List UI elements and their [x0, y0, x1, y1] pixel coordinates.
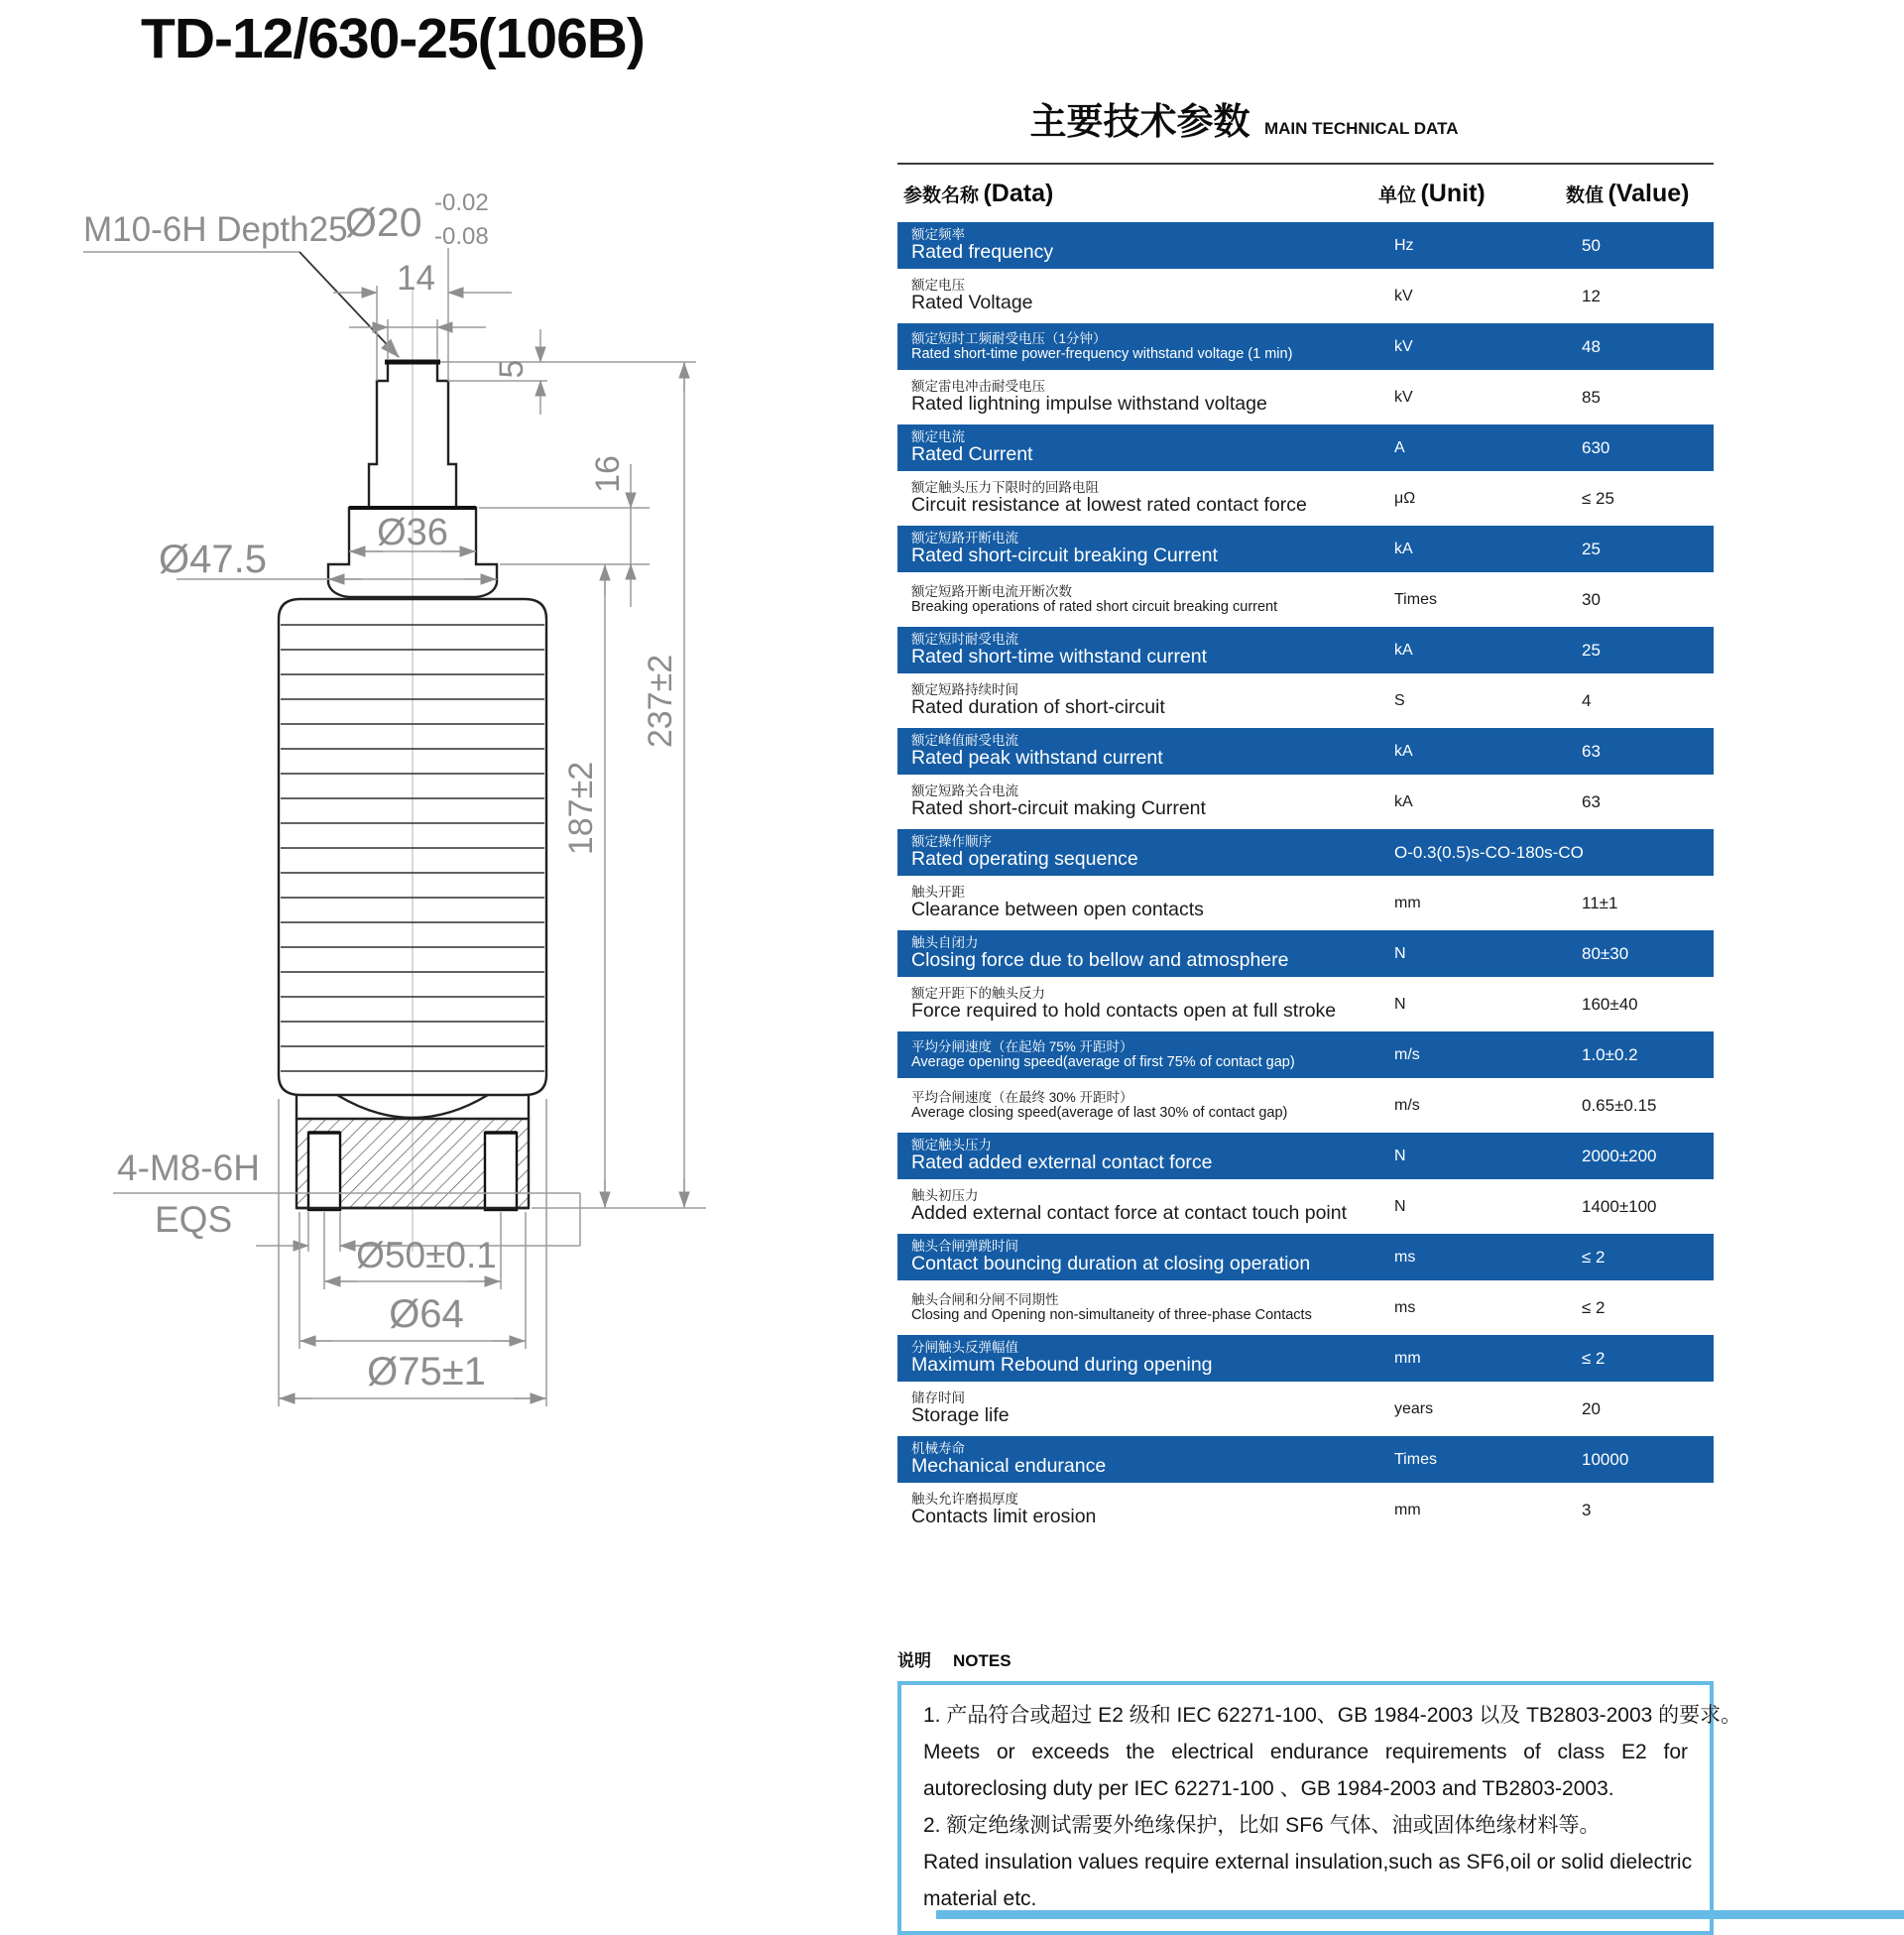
table-row: 触头合闸和分闸不同期性 Closing and Opening non-simultaneity of three-phase Contacts ms ≤ 2: [911, 1291, 1606, 1323]
table-row: 触头开距 Clearance between open contacts mm 11±1: [911, 885, 1618, 921]
table-header-row: [897, 165, 1714, 222]
table-row: 额定频率 Rated frequency Hz 50: [897, 222, 1714, 269]
header-value-zh: 数值: [1566, 184, 1605, 206]
dim-dia20-label: Ø20: [345, 199, 422, 245]
dim-dia64-label: Ø64: [389, 1292, 464, 1336]
dim-dia50-label: Ø50±0.1: [356, 1235, 497, 1275]
dim-187-label: 187±2: [562, 761, 600, 856]
table-row: 平均分闸速度（在起始 75% 开距时） Average opening speed(average of first 75% of contact gap) m/s 1.0±0.2: [897, 1031, 1714, 1078]
header-data-zh: 参数名称: [903, 184, 980, 206]
table-row: 储存时间 Storage life years 20: [911, 1391, 1601, 1427]
notes-box: [897, 1681, 1742, 1935]
table-row: 触头初压力 Added external contact force at contact touch point N 1400±100: [911, 1188, 1657, 1225]
note-line: autoreclosing duty per IEC 62271-100 、GB 1984-2003 and TB2803-2003.: [923, 1777, 1614, 1800]
header-unit-en: (Unit): [1420, 179, 1486, 207]
note-line: Meets or exceeds the electrical endurance requirements of class E2 for: [923, 1741, 1688, 1763]
dim-14-label: 14: [397, 259, 435, 298]
table-row: 分闸触头反弹幅值 Maximum Rebound during opening mm ≤ 2: [897, 1335, 1714, 1382]
dim-5-label: 5: [493, 359, 531, 379]
notes-section: [897, 1646, 1742, 1935]
note-line: 1. 产品符合或超过 E2 级和 IEC 62271-100、GB 1984-2003 以及 TB2803-2003 的要求。: [923, 1704, 1742, 1727]
bolt-callout-label: 4-M8-6H: [117, 1148, 260, 1188]
header-unit-zh: 单位: [1378, 184, 1417, 206]
table-row: 额定短路关合电流 Rated short-circuit making Current kA 63: [911, 784, 1601, 820]
table-row: 触头合闸弹跳时间 Contact bouncing duration at closing operation ms ≤ 2: [897, 1234, 1714, 1280]
dim-dia47-label: Ø47.5: [159, 538, 267, 581]
bolt-hole-right: [485, 1133, 517, 1210]
note-line: Rated insulation values require external insulation,such as SF6,oil or solid dielectric: [923, 1851, 1693, 1874]
table-row: 额定短路开断电流 Rated short-circuit breaking Current kA 25: [897, 526, 1714, 572]
bolt-hole-left: [308, 1133, 340, 1210]
table-row: 额定触头压力下限时的回路电阻 Circuit resistance at lowest rated contact force μΩ ≤ 25: [911, 480, 1614, 517]
dim-dia75-label: Ø75±1: [367, 1350, 486, 1393]
table-row: 机械寿命 Mechanical endurance Times 10000: [897, 1436, 1714, 1483]
notes-header-en: NOTES: [953, 1651, 1012, 1670]
dim-dia20-tol-lower: -0.08: [434, 223, 489, 250]
header-data-en: (Data): [983, 179, 1054, 207]
note-line: 2. 额定绝缘测试需要外绝缘保护，比如 SF6 气体、油或固体绝缘材料等。: [923, 1814, 1601, 1837]
note-line: material etc.: [923, 1887, 1037, 1910]
table-row: 额定电流 Rated Current A 630: [897, 424, 1714, 471]
table-row: 额定短时耐受电流 Rated short-time withstand current kA 25: [897, 627, 1714, 673]
main-technical-data-table: [897, 91, 1714, 1537]
table-title-en: MAIN TECHNICAL DATA: [1263, 119, 1459, 138]
table-row: 额定短路开断电流开断次数 Breaking operations of rated short circuit breaking current Times 30: [911, 583, 1601, 615]
table-row: 额定开距下的触头反力 Force required to hold contacts open at full stroke N 160±40: [911, 986, 1638, 1023]
table-row: 额定短时工频耐受电压（1分钟） Rated short-time power-frequency withstand voltage (1 min) kV 48: [897, 323, 1714, 370]
technical-drawing: [0, 0, 783, 1547]
notes-header-zh: 说明: [897, 1651, 931, 1670]
notes-header: [897, 1646, 1714, 1671]
eqs-label: EQS: [155, 1199, 233, 1240]
table-row: 触头允许磨损厚度 Contacts limit erosion mm 3: [911, 1492, 1592, 1528]
table-row: 触头自闭力 Closing force due to bellow and atmosphere N 80±30: [897, 930, 1714, 977]
dim-dia20-tol-upper: -0.02: [434, 189, 489, 216]
footer-accent-bar: [936, 1910, 1904, 1919]
dim-dia36-label: Ø36: [377, 512, 448, 553]
table-row-operating-sequence: 额定操作顺序 Rated operating sequence O-0.3(0.5)s-CO-180s-CO: [897, 829, 1714, 876]
thread-callout-label: M10-6H Depth25: [83, 210, 348, 249]
table-title: [836, 91, 1652, 145]
dim-237-label: 237±2: [642, 654, 679, 749]
table-row: 额定雷电冲击耐受电压 Rated lightning impulse withstand voltage kV 85: [911, 379, 1601, 416]
dim-16-label: 16: [589, 455, 627, 493]
table-row: 额定触头压力 Rated added external contact force N 2000±200: [897, 1133, 1714, 1179]
table-row: 额定电压 Rated Voltage kV 12: [911, 278, 1601, 314]
table-row: 额定峰值耐受电流 Rated peak withstand current kA 63: [897, 728, 1714, 775]
page-title: TD-12/630-25(106B): [141, 7, 645, 70]
table-row: 额定短路持续时间 Rated duration of short-circuit S 4: [911, 682, 1592, 719]
table-title-zh: 主要技术参数: [1029, 101, 1250, 142]
header-value-en: (Value): [1607, 179, 1690, 207]
table-row: 平均合闸速度（在最终 30% 开距时） Average closing speed(average of last 30% of contact gap) m/s 0.65±0.15: [911, 1089, 1657, 1121]
